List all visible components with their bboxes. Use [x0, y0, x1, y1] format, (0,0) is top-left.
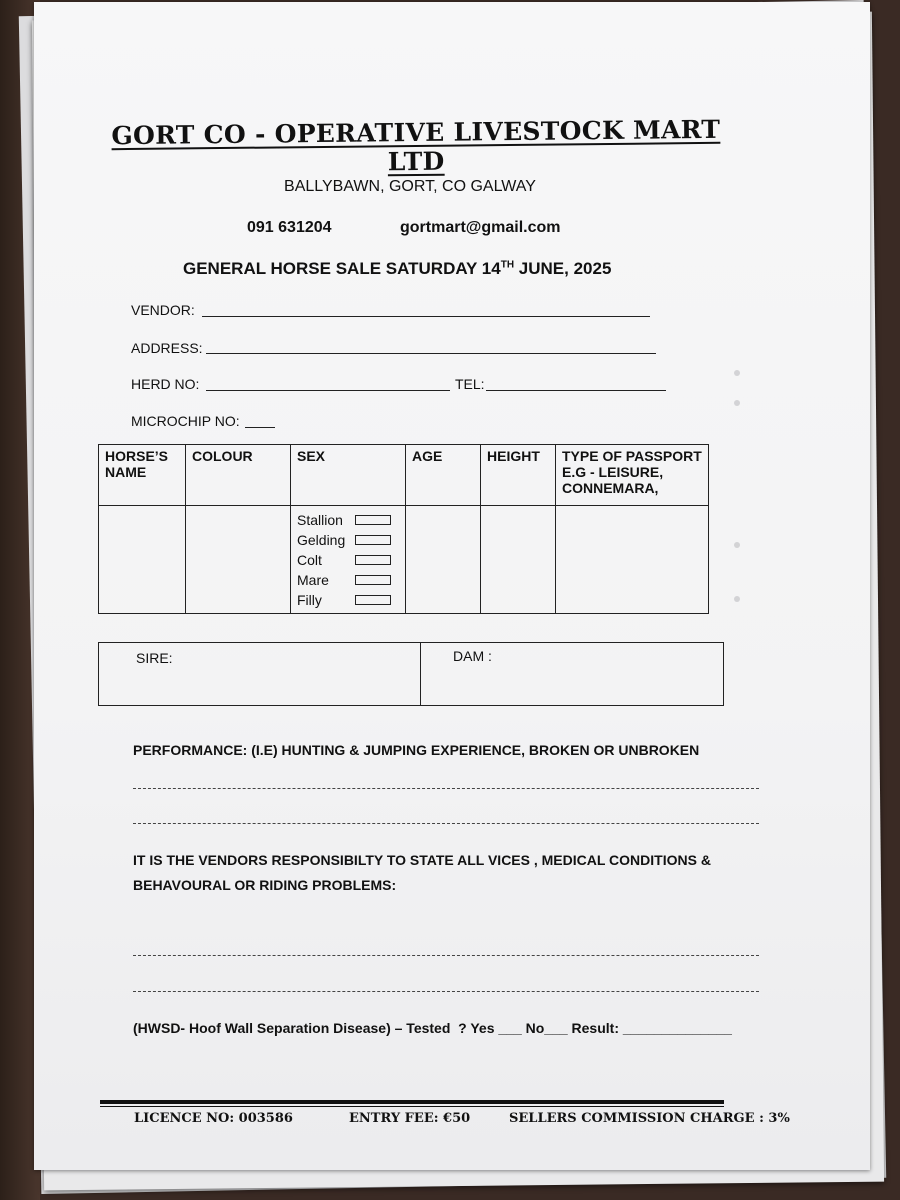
show-through-bullet	[734, 400, 740, 406]
commission-charge: SELLERS COMMISSION CHARGE : 3%	[509, 1111, 790, 1126]
sale-title-prefix: GENERAL HORSE SALE SATURDAY 14	[183, 259, 501, 278]
performance-line-1[interactable]	[133, 788, 759, 789]
vices-statement-line-2: BEHAVOURAL OR RIDING PROBLEMS:	[133, 877, 397, 893]
sale-title	[183, 259, 611, 279]
header-horse-name: HORSE’S NAME	[99, 445, 186, 506]
parentage-box	[98, 642, 724, 706]
gelding-checkbox[interactable]	[355, 535, 391, 545]
herd-no-input-line[interactable]	[206, 390, 450, 391]
cell-passport-type[interactable]	[556, 506, 709, 614]
show-through-bullet	[734, 370, 740, 376]
cell-height[interactable]	[481, 506, 556, 614]
microchip-input-line[interactable]	[245, 427, 275, 428]
vendor-label: VENDOR:	[131, 302, 195, 318]
table-header-row	[99, 445, 709, 506]
sex-option-label: Mare	[297, 572, 329, 588]
vices-statement-line-1: IT IS THE VENDORS RESPONSIBILTY TO STATE ALL VICES , MEDICAL CONDITIONS &	[133, 852, 711, 868]
tel-label: TEL:	[455, 376, 485, 392]
vices-line-2[interactable]	[133, 991, 759, 992]
sale-title-date: JUNE, 2025	[514, 259, 612, 278]
header-passport-type: TYPE OF PASSPORT E.G - LEISURE, CONNEMARA,	[556, 445, 709, 506]
sex-option-label: Stallion	[297, 512, 343, 528]
company-phone: 091 631204	[247, 219, 332, 236]
show-through-bullet	[734, 596, 740, 602]
sire-label: SIRE:	[136, 650, 173, 666]
sex-option-filly	[297, 590, 399, 610]
performance-label: PERFORMANCE: (I.E) HUNTING & JUMPING EXPERIENCE, BROKEN OR UNBROKEN	[133, 742, 700, 758]
filly-checkbox[interactable]	[355, 595, 391, 605]
sex-option-gelding	[297, 530, 399, 550]
microchip-label: MICROCHIP NO:	[131, 413, 240, 429]
vices-line-1[interactable]	[133, 955, 759, 956]
stallion-checkbox[interactable]	[355, 515, 391, 525]
company-title: GORT CO - OPERATIVE LIVESTOCK MART LTD	[111, 114, 721, 177]
table-row	[99, 506, 709, 614]
herd-no-label: HERD NO:	[131, 376, 200, 392]
sex-option-mare	[297, 570, 399, 590]
parentage-divider	[420, 642, 421, 706]
tel-input-line[interactable]	[486, 390, 666, 391]
header-height: HEIGHT	[481, 445, 556, 506]
mare-checkbox[interactable]	[355, 575, 391, 585]
cell-sex	[291, 506, 406, 614]
sex-option-label: Colt	[297, 552, 322, 568]
sex-option-colt	[297, 550, 399, 570]
header-colour: COLOUR	[186, 445, 291, 506]
sale-title-ordinal: TH	[500, 259, 515, 271]
horse-details-table	[98, 444, 709, 614]
sex-option-stallion	[297, 510, 399, 530]
footer-rule-thin	[100, 1106, 724, 1107]
entry-fee: ENTRY FEE: €50	[349, 1111, 471, 1126]
footer-rule-thick	[100, 1100, 724, 1104]
sex-option-label: Filly	[297, 592, 322, 608]
cell-horse-name[interactable]	[99, 506, 186, 614]
address-input-line[interactable]	[206, 353, 656, 354]
sex-option-label: Gelding	[297, 532, 346, 548]
header-age: AGE	[406, 445, 481, 506]
performance-line-2[interactable]	[133, 823, 759, 824]
company-email: gortmart@gmail.com	[400, 219, 561, 236]
company-address: BALLYBAWN, GORT, CO GALWAY	[284, 178, 536, 195]
vendor-input-line[interactable]	[202, 316, 650, 317]
cell-age[interactable]	[406, 506, 481, 614]
show-through-bullet	[734, 542, 740, 548]
licence-number: LICENCE NO: 003586	[134, 1111, 293, 1126]
cell-colour[interactable]	[186, 506, 291, 614]
hwsd-test-line: (HWSD- Hoof Wall Separation Disease) – Tested ? Yes ___ No___ Result: ______________	[133, 1020, 732, 1036]
address-label: ADDRESS:	[131, 340, 203, 356]
dam-label: DAM :	[453, 648, 492, 664]
colt-checkbox[interactable]	[355, 555, 391, 565]
header-sex: SEX	[291, 445, 406, 506]
